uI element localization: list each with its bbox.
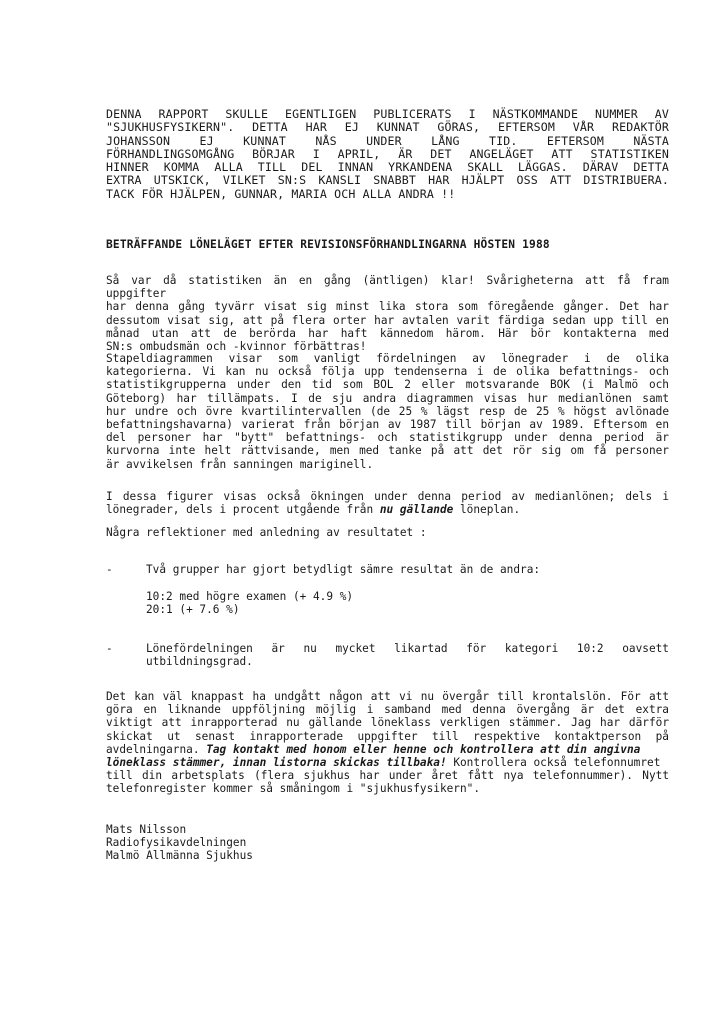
emphasis-text: löneklass stämmer, innan listorna skickas tillbaka!	[106, 756, 447, 770]
paragraph-1	[106, 274, 669, 353]
bullet-text: utbildningsgrad.	[146, 655, 253, 669]
text-line: månad utan att de berörda har haft kännedom härom. Här bör kontakterna med	[106, 326, 669, 340]
bullet-1-items	[146, 590, 669, 616]
intro-line: EXTRA UTSKICK, VILKET SN:S KANSLI SNABBT HAR HJÄLPT OSS ATT DISTRIBUERA.	[106, 173, 669, 188]
section-heading	[106, 238, 669, 251]
paragraph-3	[106, 490, 669, 516]
bullet-dash: -	[106, 642, 113, 655]
text-segment: löneplan.	[453, 503, 521, 517]
bullet-text: Lönefördelningen är nu mycket likartad för kategori 10:2 oavsett	[146, 642, 669, 655]
intro-line: DENNA RAPPORT SKULLE EGENTLIGEN PUBLICERATS I NÄSTKOMMANDE NUMMER AV	[106, 107, 669, 121]
text-line	[106, 756, 669, 769]
bullet-subitem: 20:1 (+ 7.6 %)	[146, 603, 240, 617]
intro-line: HINNER KOMMA ALLA TILL DEL INNAN YRKANDENA SKALL LÄGGAS. DÄRAV DETTA	[106, 160, 669, 175]
text-line: statistikgrupperna under den tid som BOL 2 eller motsvarande BOK (i Malmö och	[106, 378, 669, 392]
intro-line: FÖRHANDLINGSOMGÅNG BÖRJAR I APRIL, ÄR DET ANGELÄGET ATT STATISTIKEN	[106, 146, 669, 161]
text-line: Göteborg) har tillämpats. I de sju andra diagrammen visas hur medianlönen samt	[106, 391, 669, 405]
text-line: viktigt att inrapporterad nu gällande löneklass verkligen stämmer. Jag har därför	[106, 716, 669, 730]
paragraph-4	[106, 526, 669, 539]
text-line: skickat ut senast inrapporterade uppgifter till respektive kontaktperson på	[106, 729, 669, 743]
text-line: telefonregister kommer så småningom i "sjukhusfysikern".	[106, 782, 481, 796]
text-line: Det kan väl knappast ha undgått någon att vi nu övergår till krontalslön. För att	[106, 690, 669, 703]
text-line: Stapeldiagrammen visar som vanligt fördelningen av lönegrader i de olika	[106, 352, 669, 365]
signature-department: Radiofysikavdelningen	[106, 836, 247, 850]
signature-block	[106, 823, 669, 863]
intro-line: "SJUKHUSFYSIKERN". DETTA HAR EJ KUNNAT GÖRAS, EFTERSOM VÅR REDAKTÖR	[106, 120, 669, 135]
bullet-1	[146, 563, 669, 576]
emphasis-text: nu gällande	[379, 503, 454, 517]
signature-name: Mats Nilsson	[106, 823, 187, 836]
text-line: till din arbetsplats (flera sjukhus har under året fått nya telefonnummer). Nytt	[106, 769, 669, 783]
text-line	[106, 503, 669, 516]
text-line: I dessa figurer visas också ökningen under denna period av medianlönen; dels i	[106, 490, 669, 503]
text-line: del personer har "bytt" befattnings- och statistikgrupp under denna period är	[106, 431, 669, 445]
text-line	[106, 743, 669, 756]
text-line: dessutom visat sig, att på flera orter har avtalen varit färdiga sedan upp till en	[106, 313, 669, 327]
paragraph-2	[106, 352, 669, 471]
text-line: kurvorna inte helt rättvisande, men med tanke på att det rör sig om få personer	[106, 444, 669, 458]
bullet-2	[146, 642, 669, 668]
text-line: har denna gång tyvärr visat sig minst lika stora som föregående gånger. Det har	[106, 300, 669, 314]
text-line: Några reflektioner med anledning av resultatet :	[106, 526, 427, 539]
bullet-dash: -	[106, 563, 113, 576]
intro-line: JOHANSSON EJ KUNNAT NÅS UNDER LÅNG TID. EFTERSOM NÄSTA	[106, 133, 669, 148]
intro-paragraph	[106, 108, 669, 201]
text-segment: Kontrollera också telefonnumret	[446, 756, 661, 770]
paragraph-5	[106, 690, 669, 796]
text-line: hur undre och övre kvartilintervallen (de 25 % lägst resp de 25 % högst avlönade	[106, 404, 669, 418]
text-line: kategorierna. Vi kan nu också följa upp tendenserna i de olika befattnings- och	[106, 365, 669, 379]
emphasis-text: Tag kontakt med honom eller henne och kontrollera att din angivna	[206, 742, 641, 756]
text-line: befattningshavarna) varierat från början av 1987 till början av 1989. Eftersom en	[106, 418, 669, 432]
text-segment: avdelningarna.	[106, 742, 207, 756]
bullet-text: Två grupper har gjort betydligt sämre resultat än de andra:	[146, 563, 541, 576]
signature-hospital: Malmö Allmänna Sjukhus	[106, 849, 253, 863]
heading-text: BETRÄFFANDE LÖNELÄGET EFTER REVISIONSFÖRHANDLINGARNA HÖSTEN 1988	[106, 238, 550, 251]
text-line: SN:s ombudsmän och -kvinnor förbättras!	[106, 340, 367, 354]
text-line: är avvikelsen från sanningen mariginell.	[106, 457, 374, 471]
text-line: göra en liknande uppföljning möjlig i samband med denna övergång är det extra	[106, 703, 669, 717]
bullet-subitem: 10:2 med högre examen (+ 4.9 %)	[146, 590, 354, 603]
text-segment: lönegrader, dels i procent utgående från	[106, 503, 380, 517]
text-line: Så var då statistiken än en gång (äntligen) klar! Svårigheterna att få fram uppgifter	[106, 274, 669, 301]
intro-line: TACK FÖR HJÄLPEN, GUNNAR, MARIA OCH ALLA ANDRA !!	[106, 186, 456, 201]
